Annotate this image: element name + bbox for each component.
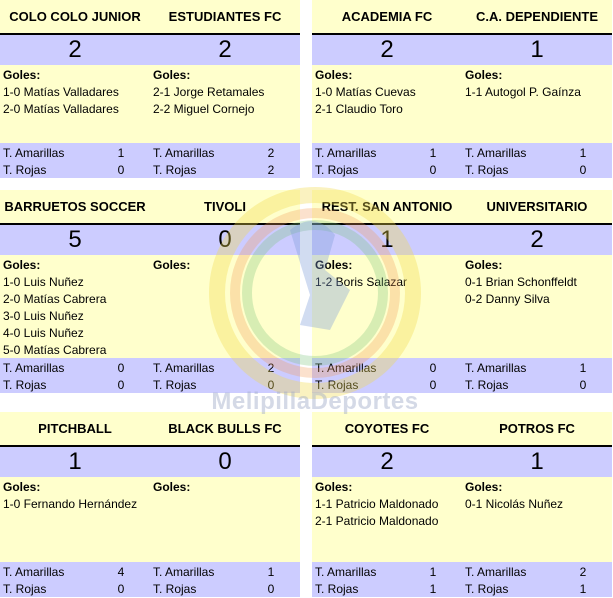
home-cards: [0, 360, 150, 393]
goal-entry: 4-0 Luis Nuñez: [3, 326, 84, 340]
yellow-cards-count: 1: [429, 146, 437, 160]
score-row: [312, 445, 612, 477]
yellow-cards-row: [462, 145, 612, 162]
score-row: [0, 223, 300, 255]
goals-section: [312, 477, 612, 562]
home-cards: [0, 145, 150, 178]
yellow-cards-row: [462, 360, 612, 377]
yellow-cards-label: T. Amarillas: [315, 146, 377, 160]
yellow-cards-label: T. Amarillas: [3, 146, 65, 160]
yellow-cards-row: [462, 564, 612, 581]
home-score: 2: [380, 36, 394, 63]
goal-entry: 2-0 Matías Valladares: [3, 102, 119, 116]
yellow-cards-label: T. Amarillas: [153, 146, 215, 160]
goals-heading: Goles:: [3, 258, 41, 272]
red-cards-count: 1: [429, 582, 437, 596]
away-score: 1: [530, 448, 544, 475]
yellow-cards-count: 0: [117, 361, 125, 375]
yellow-cards-count: 1: [429, 565, 437, 579]
yellow-cards-label: T. Amarillas: [315, 565, 377, 579]
home-goals-list: [0, 477, 150, 562]
away-score: 2: [218, 36, 232, 63]
yellow-cards-label: T. Amarillas: [465, 565, 527, 579]
red-cards-row: [0, 377, 150, 394]
red-cards-label: T. Rojas: [3, 582, 47, 596]
teams-row: [0, 0, 300, 33]
goals-heading: Goles:: [315, 258, 353, 272]
yellow-cards-count: 2: [267, 146, 275, 160]
away-team-name: UNIVERSITARIO: [486, 199, 588, 214]
red-cards-count: 0: [117, 582, 125, 596]
red-cards-count: 0: [117, 163, 125, 177]
red-cards-row: [150, 581, 300, 598]
yellow-cards-count: 4: [117, 565, 125, 579]
goals-section: [0, 65, 300, 143]
teams-row: [312, 190, 612, 223]
goal-entry: 2-2 Miguel Cornejo: [153, 102, 255, 116]
match-card: [0, 0, 300, 178]
red-cards-count: 0: [267, 378, 275, 392]
away-goals-list: [150, 477, 300, 562]
goal-entry: 0-1 Nicolás Nuñez: [465, 497, 564, 511]
red-cards-row: [312, 162, 462, 179]
goals-heading: Goles:: [465, 68, 503, 82]
cards-section: [312, 143, 612, 178]
match-card: [312, 0, 612, 178]
goals-heading: Goles:: [153, 258, 191, 272]
yellow-cards-label: T. Amarillas: [465, 146, 527, 160]
yellow-cards-label: T. Amarillas: [153, 361, 215, 375]
away-cards: [462, 360, 612, 393]
yellow-cards-row: [150, 145, 300, 162]
red-cards-label: T. Rojas: [465, 163, 509, 177]
goals-heading: Goles:: [153, 480, 191, 494]
goals-section: [0, 477, 300, 562]
goal-entry: 2-1 Patricio Maldonado: [315, 514, 439, 528]
away-goals-list: [150, 255, 300, 358]
goals-section: [312, 65, 612, 143]
home-goals-list: [0, 65, 150, 143]
cards-section: [312, 358, 612, 393]
goal-entry: 2-1 Jorge Retamales: [153, 85, 265, 99]
red-cards-row: [0, 162, 150, 179]
yellow-cards-row: [312, 564, 462, 581]
away-team-name: BLACK BULLS FC: [168, 421, 282, 436]
match-card: [312, 190, 612, 393]
cards-section: [312, 562, 612, 597]
red-cards-label: T. Rojas: [465, 582, 509, 596]
away-cards: [462, 564, 612, 597]
away-goals-list: [462, 255, 612, 358]
goal-entry: 0-1 Brian Schonffeldt: [465, 275, 577, 289]
yellow-cards-count: 1: [117, 146, 125, 160]
teams-row: [312, 0, 612, 33]
home-team-name: REST. SAN ANTONIO: [321, 199, 453, 214]
red-cards-label: T. Rojas: [153, 378, 197, 392]
home-cards: [0, 564, 150, 597]
yellow-cards-label: T. Amarillas: [3, 565, 65, 579]
goals-heading: Goles:: [315, 480, 353, 494]
goals-heading: Goles:: [3, 68, 41, 82]
cards-section: [0, 562, 300, 597]
goals-heading: Goles:: [465, 480, 503, 494]
away-cards: [462, 145, 612, 178]
yellow-cards-row: [150, 564, 300, 581]
red-cards-row: [462, 162, 612, 179]
home-score: 5: [68, 226, 82, 253]
home-goals-list: [312, 65, 462, 143]
goal-entry: 1-1 Patricio Maldonado: [315, 497, 439, 511]
goal-entry: 5-0 Matías Cabrera: [3, 343, 107, 357]
yellow-cards-row: [312, 360, 462, 377]
red-cards-count: 0: [117, 378, 125, 392]
watermark-text: MelipillaDeportes: [211, 388, 419, 415]
goals-heading: Goles:: [3, 480, 41, 494]
home-goals-list: [0, 255, 150, 358]
red-cards-label: T. Rojas: [315, 378, 359, 392]
goals-heading: Goles:: [465, 258, 503, 272]
goal-entry: 1-0 Matías Valladares: [3, 85, 119, 99]
yellow-cards-row: [150, 360, 300, 377]
yellow-cards-row: [0, 360, 150, 377]
yellow-cards-count: 2: [267, 361, 275, 375]
red-cards-count: 0: [267, 582, 275, 596]
teams-row: [312, 412, 612, 445]
red-cards-row: [150, 162, 300, 179]
away-team-name: ESTUDIANTES FC: [168, 9, 282, 24]
away-goals-list: [462, 477, 612, 562]
goals-heading: Goles:: [315, 68, 353, 82]
yellow-cards-count: 2: [579, 565, 587, 579]
score-row: [312, 33, 612, 65]
red-cards-count: 0: [579, 378, 587, 392]
red-cards-row: [150, 377, 300, 394]
goal-entry: 0-2 Danny Silva: [465, 292, 550, 306]
home-team-name: COYOTES FC: [344, 421, 430, 436]
score-row: [0, 445, 300, 477]
home-cards: [312, 360, 462, 393]
red-cards-row: [312, 377, 462, 394]
goal-entry: 1-1 Autogol P. Gaínza: [465, 85, 581, 99]
red-cards-row: [0, 581, 150, 598]
yellow-cards-count: 0: [429, 361, 437, 375]
home-score: 1: [380, 226, 394, 253]
goal-entry: 3-0 Luis Nuñez: [3, 309, 84, 323]
yellow-cards-label: T. Amarillas: [153, 565, 215, 579]
red-cards-row: [462, 377, 612, 394]
away-score: 0: [218, 448, 232, 475]
home-team-name: PITCHBALL: [38, 421, 112, 436]
goal-entry: 1-0 Fernando Hernández: [3, 497, 138, 511]
red-cards-count: 1: [579, 582, 587, 596]
away-cards: [150, 564, 300, 597]
goal-entry: 1-2 Boris Salazar: [315, 275, 408, 289]
home-team-name: ACADEMIA FC: [341, 9, 433, 24]
score-row: [0, 33, 300, 65]
away-team-name: TIVOLI: [204, 199, 246, 214]
red-cards-count: 2: [267, 163, 275, 177]
red-cards-row: [312, 581, 462, 598]
home-team-name: BARRUETOS SOCCER: [4, 199, 146, 214]
home-goals-list: [312, 255, 462, 358]
yellow-cards-label: T. Amarillas: [465, 361, 527, 375]
red-cards-label: T. Rojas: [315, 163, 359, 177]
yellow-cards-row: [312, 145, 462, 162]
red-cards-label: T. Rojas: [315, 582, 359, 596]
match-card: [0, 190, 300, 393]
away-cards: [150, 145, 300, 178]
red-cards-label: T. Rojas: [3, 163, 47, 177]
yellow-cards-row: [0, 145, 150, 162]
goal-entry: 2-0 Matías Cabrera: [3, 292, 107, 306]
cards-section: [0, 143, 300, 178]
away-team-name: POTROS FC: [499, 421, 575, 436]
yellow-cards-count: 1: [267, 565, 275, 579]
red-cards-label: T. Rojas: [153, 582, 197, 596]
home-goals-list: [312, 477, 462, 562]
home-score: 2: [380, 448, 394, 475]
score-row: [312, 223, 612, 255]
home-cards: [312, 564, 462, 597]
goals-heading: Goles:: [153, 68, 191, 82]
teams-row: [0, 190, 300, 223]
home-cards: [312, 145, 462, 178]
away-score: 0: [218, 226, 232, 253]
goal-entry: 1-0 Luis Nuñez: [3, 275, 84, 289]
away-goals-list: [462, 65, 612, 143]
red-cards-label: T. Rojas: [153, 163, 197, 177]
match-card: [0, 412, 300, 597]
red-cards-row: [462, 581, 612, 598]
goal-entry: 1-0 Matías Cuevas: [315, 85, 416, 99]
yellow-cards-count: 1: [579, 361, 587, 375]
yellow-cards-row: [0, 564, 150, 581]
red-cards-count: 0: [429, 163, 437, 177]
away-team-name: C.A. DEPENDIENTE: [475, 9, 599, 24]
goals-section: [0, 255, 300, 358]
red-cards-count: 0: [429, 378, 437, 392]
home-score: 1: [68, 448, 82, 475]
goal-entry: 2-1 Claudio Toro: [315, 102, 403, 116]
red-cards-count: 0: [579, 163, 587, 177]
away-cards: [150, 360, 300, 393]
yellow-cards-count: 1: [579, 146, 587, 160]
red-cards-label: T. Rojas: [3, 378, 47, 392]
away-score: 2: [530, 226, 544, 253]
teams-row: [0, 412, 300, 445]
yellow-cards-label: T. Amarillas: [315, 361, 377, 375]
away-goals-list: [150, 65, 300, 143]
away-score: 1: [530, 36, 544, 63]
yellow-cards-label: T. Amarillas: [3, 361, 65, 375]
goals-section: [312, 255, 612, 358]
home-score: 2: [68, 36, 82, 63]
cards-section: [0, 358, 300, 393]
home-team-name: COLO COLO JUNIOR: [9, 9, 141, 24]
match-card: [312, 412, 612, 597]
red-cards-label: T. Rojas: [465, 378, 509, 392]
